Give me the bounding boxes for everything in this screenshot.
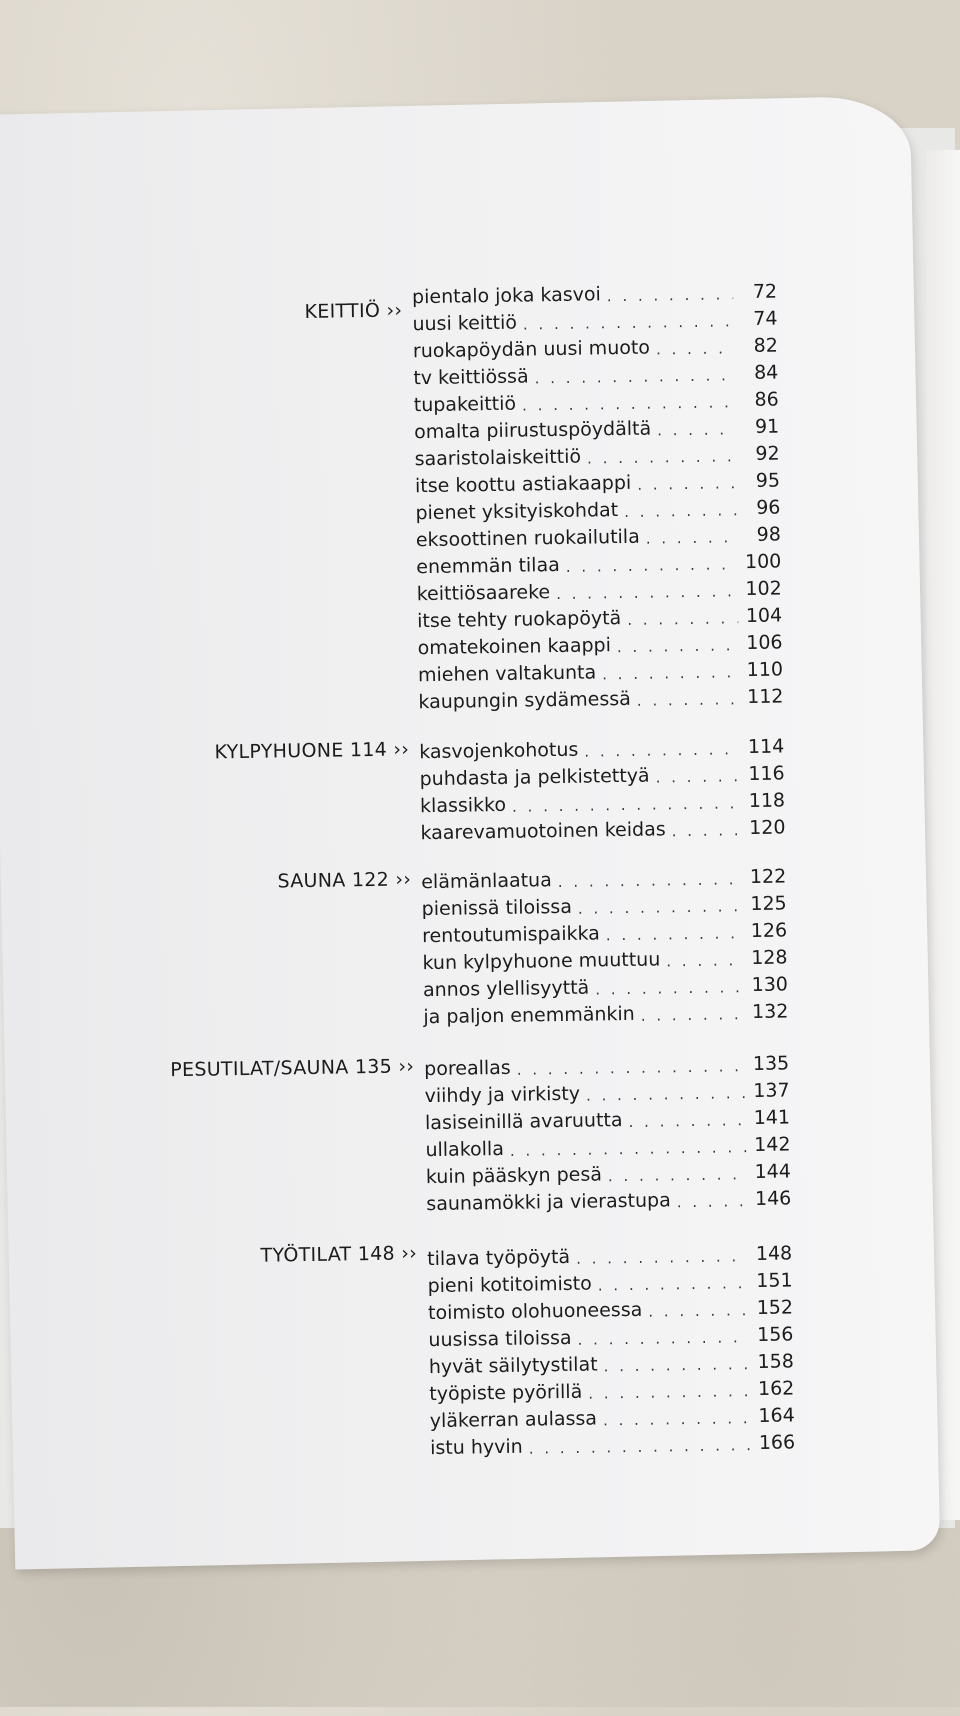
toc-entry[interactable]: pieni kotitoimisto . . . 151 (427, 1265, 792, 1297)
toc-entry[interactable]: klassikko . . . 118 (420, 785, 785, 817)
toc-entry[interactable]: pienet yksityiskohdat . . . 96 (415, 493, 780, 525)
toc-entry[interactable]: elämänlaatua . . . 122 (421, 861, 786, 893)
toc-entry[interactable]: pienissä tiloissa . . . 125 (421, 888, 786, 920)
toc-entry[interactable]: ruokapöydän uusi muoto . . . 82 (413, 331, 778, 363)
toc-entry[interactable]: yläkerran aulassa . . . 164 (430, 1400, 795, 1432)
toc-entry[interactable]: omalta piirustuspöydältä . . . 91 (414, 412, 779, 444)
toc-entry[interactable]: viihdy ja virkisty . . . 137 (424, 1075, 789, 1107)
toc-entry[interactable]: kasvojenkohotus . . . 114 (419, 731, 784, 763)
section-label-kylpyhuone: KYLPYHUONE 114 ›› (214, 738, 410, 764)
toc-entry[interactable]: keittiösaareke . . . 102 (417, 573, 782, 605)
toc-entry[interactable]: eksoottinen ruokailutila . . . 98 (416, 520, 781, 552)
toc-entry[interactable]: itse tehty ruokapöytä . . . 104 (417, 600, 782, 632)
toc-entry[interactable]: tilava työpöytä . . . 148 (427, 1238, 792, 1270)
toc-entry[interactable]: omatekoinen kaappi . . . 106 (417, 627, 782, 659)
toc-entry[interactable]: puhdasta ja pelkistettyä . . . 116 (419, 758, 784, 790)
toc-entry[interactable]: kuin pääskyn pesä . . . 144 (426, 1156, 791, 1188)
toc-entry[interactable]: lasiseinillä avaruutta . . . 141 (425, 1102, 790, 1134)
toc-entry[interactable]: pientalo joka kasvoi . . . 72 (412, 277, 777, 309)
toc-entry[interactable]: työpiste pyörillä . . . 162 (429, 1373, 794, 1405)
toc-entry[interactable]: hyvät säilytystilat . . . 158 (429, 1346, 794, 1378)
toc-entry[interactable]: ja paljon enemmänkin . . . 132 (423, 996, 788, 1028)
toc-entry[interactable]: kaarevamuotoinen keidas . . . 120 (420, 812, 785, 844)
section-label-sauna: SAUNA 122 ›› (277, 868, 412, 893)
toc-entry[interactable]: kun kylpyhuone muuttuu . . . 128 (422, 942, 787, 974)
toc-entry[interactable]: toimisto olohuoneessa . . . 152 (428, 1292, 793, 1324)
toc-entry[interactable]: poreallas . . . 135 (424, 1048, 789, 1080)
toc-entry[interactable]: ullakolla . . . 142 (425, 1129, 790, 1161)
toc-entry[interactable]: istu hyvin . . . 166 (430, 1427, 795, 1459)
section-label-tyotilat: TYÖTILAT 148 ›› (260, 1242, 418, 1267)
section-label-keittio: KEITTIÖ ›› (304, 299, 403, 323)
toc-entry[interactable]: kaupungin sydämessä . . . 112 (418, 681, 783, 713)
toc-entry[interactable]: enemmän tilaa . . . 100 (416, 546, 781, 578)
toc-entry[interactable]: uusissa tiloissa . . . 156 (428, 1319, 793, 1351)
section-label-pesutilat-sauna: PESUTILAT/SAUNA 135 ›› (170, 1055, 415, 1082)
toc-entry[interactable]: saunamökki ja vierastupa . . . 146 (426, 1183, 791, 1215)
toc-entry[interactable]: saaristolaiskeittiö . . . 92 (414, 439, 779, 471)
toc-entry[interactable]: tv keittiössä . . . 84 (413, 358, 778, 390)
toc-entry[interactable]: itse koottu astiakaappi . . . 95 (415, 466, 780, 498)
toc-entry[interactable]: annos ylellisyyttä . . . 130 (423, 969, 788, 1001)
toc-entry[interactable]: uusi keittiö . . . 74 (412, 304, 777, 336)
toc-entry[interactable]: rentoutumispaikka . . . 126 (422, 915, 787, 947)
toc-entry[interactable]: tupakeittiö . . . 86 (414, 385, 779, 417)
section-keittio (0, 0, 947, 714)
toc-entry[interactable]: miehen valtakunta . . . 110 (418, 654, 783, 686)
